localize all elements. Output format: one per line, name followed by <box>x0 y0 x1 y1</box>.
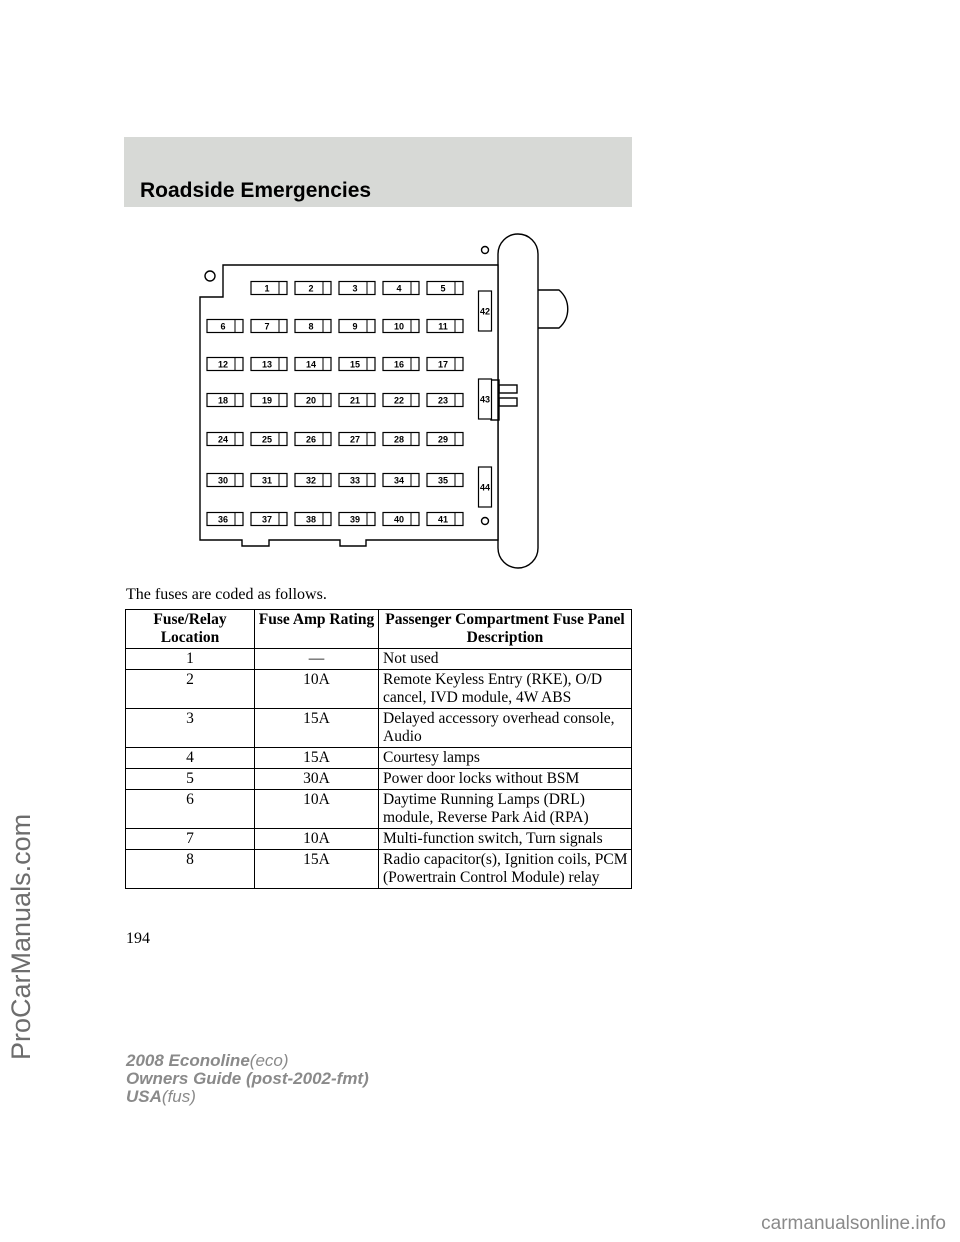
footer-line-2 <box>126 1070 369 1088</box>
fuse-location: 6 <box>126 790 255 829</box>
table-row <box>126 709 632 748</box>
fuse-label: 3 <box>352 283 358 294</box>
fuse-description: Multi-function switch, Turn signals <box>379 829 632 850</box>
fuse-label: 27 <box>349 434 361 445</box>
footer-model: 2008 Econoline <box>126 1051 250 1070</box>
fuse-label: 26 <box>305 434 317 445</box>
fuse-slot-44 <box>479 467 492 507</box>
fuse-location: 1 <box>126 649 255 670</box>
fuse-label: 15 <box>349 359 361 370</box>
fuse-slot-27 <box>339 433 375 446</box>
fuse-label: 43 <box>479 394 491 405</box>
fuse-slot-20 <box>295 394 331 407</box>
fuse-label: 18 <box>217 395 229 406</box>
fuse-rating: 10A <box>255 790 379 829</box>
fuse-rating: 15A <box>255 709 379 748</box>
fuse-slot-18 <box>207 394 243 407</box>
fuse-label: 32 <box>305 475 317 486</box>
fuse-label: 21 <box>349 395 361 406</box>
fuse-slot-43 <box>479 379 492 419</box>
table-row <box>126 790 632 829</box>
fuse-slot-32 <box>295 474 331 487</box>
fuse-description: Delayed accessory overhead console, Audio <box>379 709 632 748</box>
table-row <box>126 748 632 769</box>
fuse-label: 8 <box>308 321 314 332</box>
fuse-label: 11 <box>438 321 448 332</box>
fuse-label: 7 <box>264 321 270 332</box>
fuse-rating: 15A <box>255 748 379 769</box>
fuse-label: 24 <box>217 434 229 445</box>
fuse-slot-42 <box>479 291 492 331</box>
fuse-slot-28 <box>383 433 419 446</box>
table-row <box>126 850 632 889</box>
table-header-row <box>126 610 632 649</box>
fuse-label: 28 <box>393 434 405 445</box>
fuse-location: 5 <box>126 769 255 790</box>
fuse-description: Not used <box>379 649 632 670</box>
section-title: Roadside Emergencies <box>140 179 372 202</box>
fuse-slot-33 <box>339 474 375 487</box>
fuse-table <box>125 609 632 889</box>
fuse-slot-22 <box>383 394 419 407</box>
fuse-label: 17 <box>437 359 449 370</box>
fuse-slot-2 <box>295 282 331 295</box>
fuse-slot-34 <box>383 474 419 487</box>
table-row <box>126 670 632 709</box>
fuse-slot-40 <box>383 513 419 526</box>
fuse-label: 36 <box>217 514 229 525</box>
fuse-slot-21 <box>339 394 375 407</box>
footer-model-code: (eco) <box>249 1051 289 1070</box>
fuse-description: Courtesy lamps <box>379 748 632 769</box>
fuse-slot-3 <box>339 282 375 295</box>
column-header-rating: Fuse Amp Rating <box>255 610 379 649</box>
column-header-location: Fuse/Relay Location <box>126 610 255 649</box>
fuse-slot-38 <box>295 513 331 526</box>
fuse-label: 4 <box>396 283 402 294</box>
footer-guide: Owners Guide (post-2002-fmt) <box>126 1069 369 1088</box>
fuse-label: 34 <box>393 475 405 486</box>
footer-market: USA <box>126 1087 162 1106</box>
footer-market-code: (fus) <box>161 1087 196 1106</box>
fuse-label: 13 <box>261 359 273 370</box>
fuse-slot-31 <box>251 474 287 487</box>
table-row <box>126 769 632 790</box>
fuse-label: 39 <box>349 514 361 525</box>
fuse-label: 35 <box>437 475 449 486</box>
fuse-slot-12 <box>207 358 243 371</box>
fuse-slot-36 <box>207 513 243 526</box>
fuse-slot-8 <box>295 320 331 333</box>
fuse-slot-4 <box>383 282 419 295</box>
fuse-panel-diagram <box>0 0 960 600</box>
fuse-label: 6 <box>220 321 226 332</box>
fuse-slot-25 <box>251 433 287 446</box>
fuse-slot-16 <box>383 358 419 371</box>
page-number: 194 <box>126 930 150 947</box>
fuse-slot-26 <box>295 433 331 446</box>
fuse-label: 33 <box>349 475 361 486</box>
fuse-location: 4 <box>126 748 255 769</box>
fuse-slot-30 <box>207 474 243 487</box>
fuse-label: 30 <box>217 475 229 486</box>
fuse-rating: 30A <box>255 769 379 790</box>
fuse-slot-24 <box>207 433 243 446</box>
fuse-rating: 10A <box>255 829 379 850</box>
fuse-label: 44 <box>479 482 491 493</box>
fuse-rating: 10A <box>255 670 379 709</box>
fuse-label: 20 <box>305 395 317 406</box>
fuse-label: 1 <box>264 283 270 294</box>
fuse-label: 19 <box>261 395 273 406</box>
fuse-slot-23 <box>427 394 463 407</box>
fuse-description: Radio capacitor(s), Ignition coils, PCM (Powertrain Control Module) relay <box>379 850 632 889</box>
fuse-slot-13 <box>251 358 287 371</box>
fuse-slot-14 <box>295 358 331 371</box>
fuse-label: 31 <box>261 475 273 486</box>
fuse-label: 12 <box>217 359 229 370</box>
fuse-label: 10 <box>393 321 405 332</box>
fuse-label: 16 <box>393 359 405 370</box>
bottom-watermark: carmanualsonline.info <box>761 1213 946 1234</box>
fuse-rating: 15A <box>255 850 379 889</box>
fuse-slot-5 <box>427 282 463 295</box>
document-footer <box>126 1052 369 1106</box>
fuse-label: 5 <box>440 283 446 294</box>
fuse-slot-1 <box>251 282 287 295</box>
fuse-description: Daytime Running Lamps (DRL) module, Reverse Park Aid (RPA) <box>379 790 632 829</box>
fuse-slot-6 <box>207 320 243 333</box>
fuse-slot-39 <box>339 513 375 526</box>
footer-line-1 <box>126 1052 369 1070</box>
fuse-label: 41 <box>437 514 449 525</box>
fuse-label: 14 <box>305 359 317 370</box>
fuse-slot-17 <box>427 358 463 371</box>
fuse-slot-11 <box>427 320 463 333</box>
fuse-label: 40 <box>393 514 405 525</box>
table-row <box>126 829 632 850</box>
side-watermark: ProCarManuals.com <box>6 813 36 1060</box>
fuse-slot-15 <box>339 358 375 371</box>
fuse-slot-41 <box>427 513 463 526</box>
table-row <box>126 649 632 670</box>
fuse-slot-9 <box>339 320 375 333</box>
fuse-label: 9 <box>352 321 358 332</box>
fuse-label: 25 <box>261 434 273 445</box>
fuse-slot-19 <box>251 394 287 407</box>
fuse-slot-10 <box>383 320 419 333</box>
fuse-location: 3 <box>126 709 255 748</box>
fuse-label: 23 <box>437 395 449 406</box>
fuse-slot-35 <box>427 474 463 487</box>
fuse-location: 8 <box>126 850 255 889</box>
footer-line-3 <box>126 1088 369 1106</box>
fuse-rating: — <box>255 649 379 670</box>
fuse-label: 42 <box>479 306 491 317</box>
fuse-location: 2 <box>126 670 255 709</box>
fuse-slot-29 <box>427 433 463 446</box>
intro-text: The fuses are coded as follows. <box>126 586 327 603</box>
fuse-label: 29 <box>437 434 449 445</box>
fuse-label: 22 <box>393 395 405 406</box>
fuse-label: 2 <box>308 283 314 294</box>
fuse-description: Remote Keyless Entry (RKE), O/D cancel, IVD module, 4W ABS <box>379 670 632 709</box>
fuse-location: 7 <box>126 829 255 850</box>
column-header-description: Passenger Compartment Fuse Panel Description <box>379 610 632 649</box>
fuse-label: 38 <box>305 514 317 525</box>
fuse-slot-7 <box>251 320 287 333</box>
fuse-slot-37 <box>251 513 287 526</box>
fuse-label: 37 <box>261 514 273 525</box>
fuse-description: Power door locks without BSM <box>379 769 632 790</box>
